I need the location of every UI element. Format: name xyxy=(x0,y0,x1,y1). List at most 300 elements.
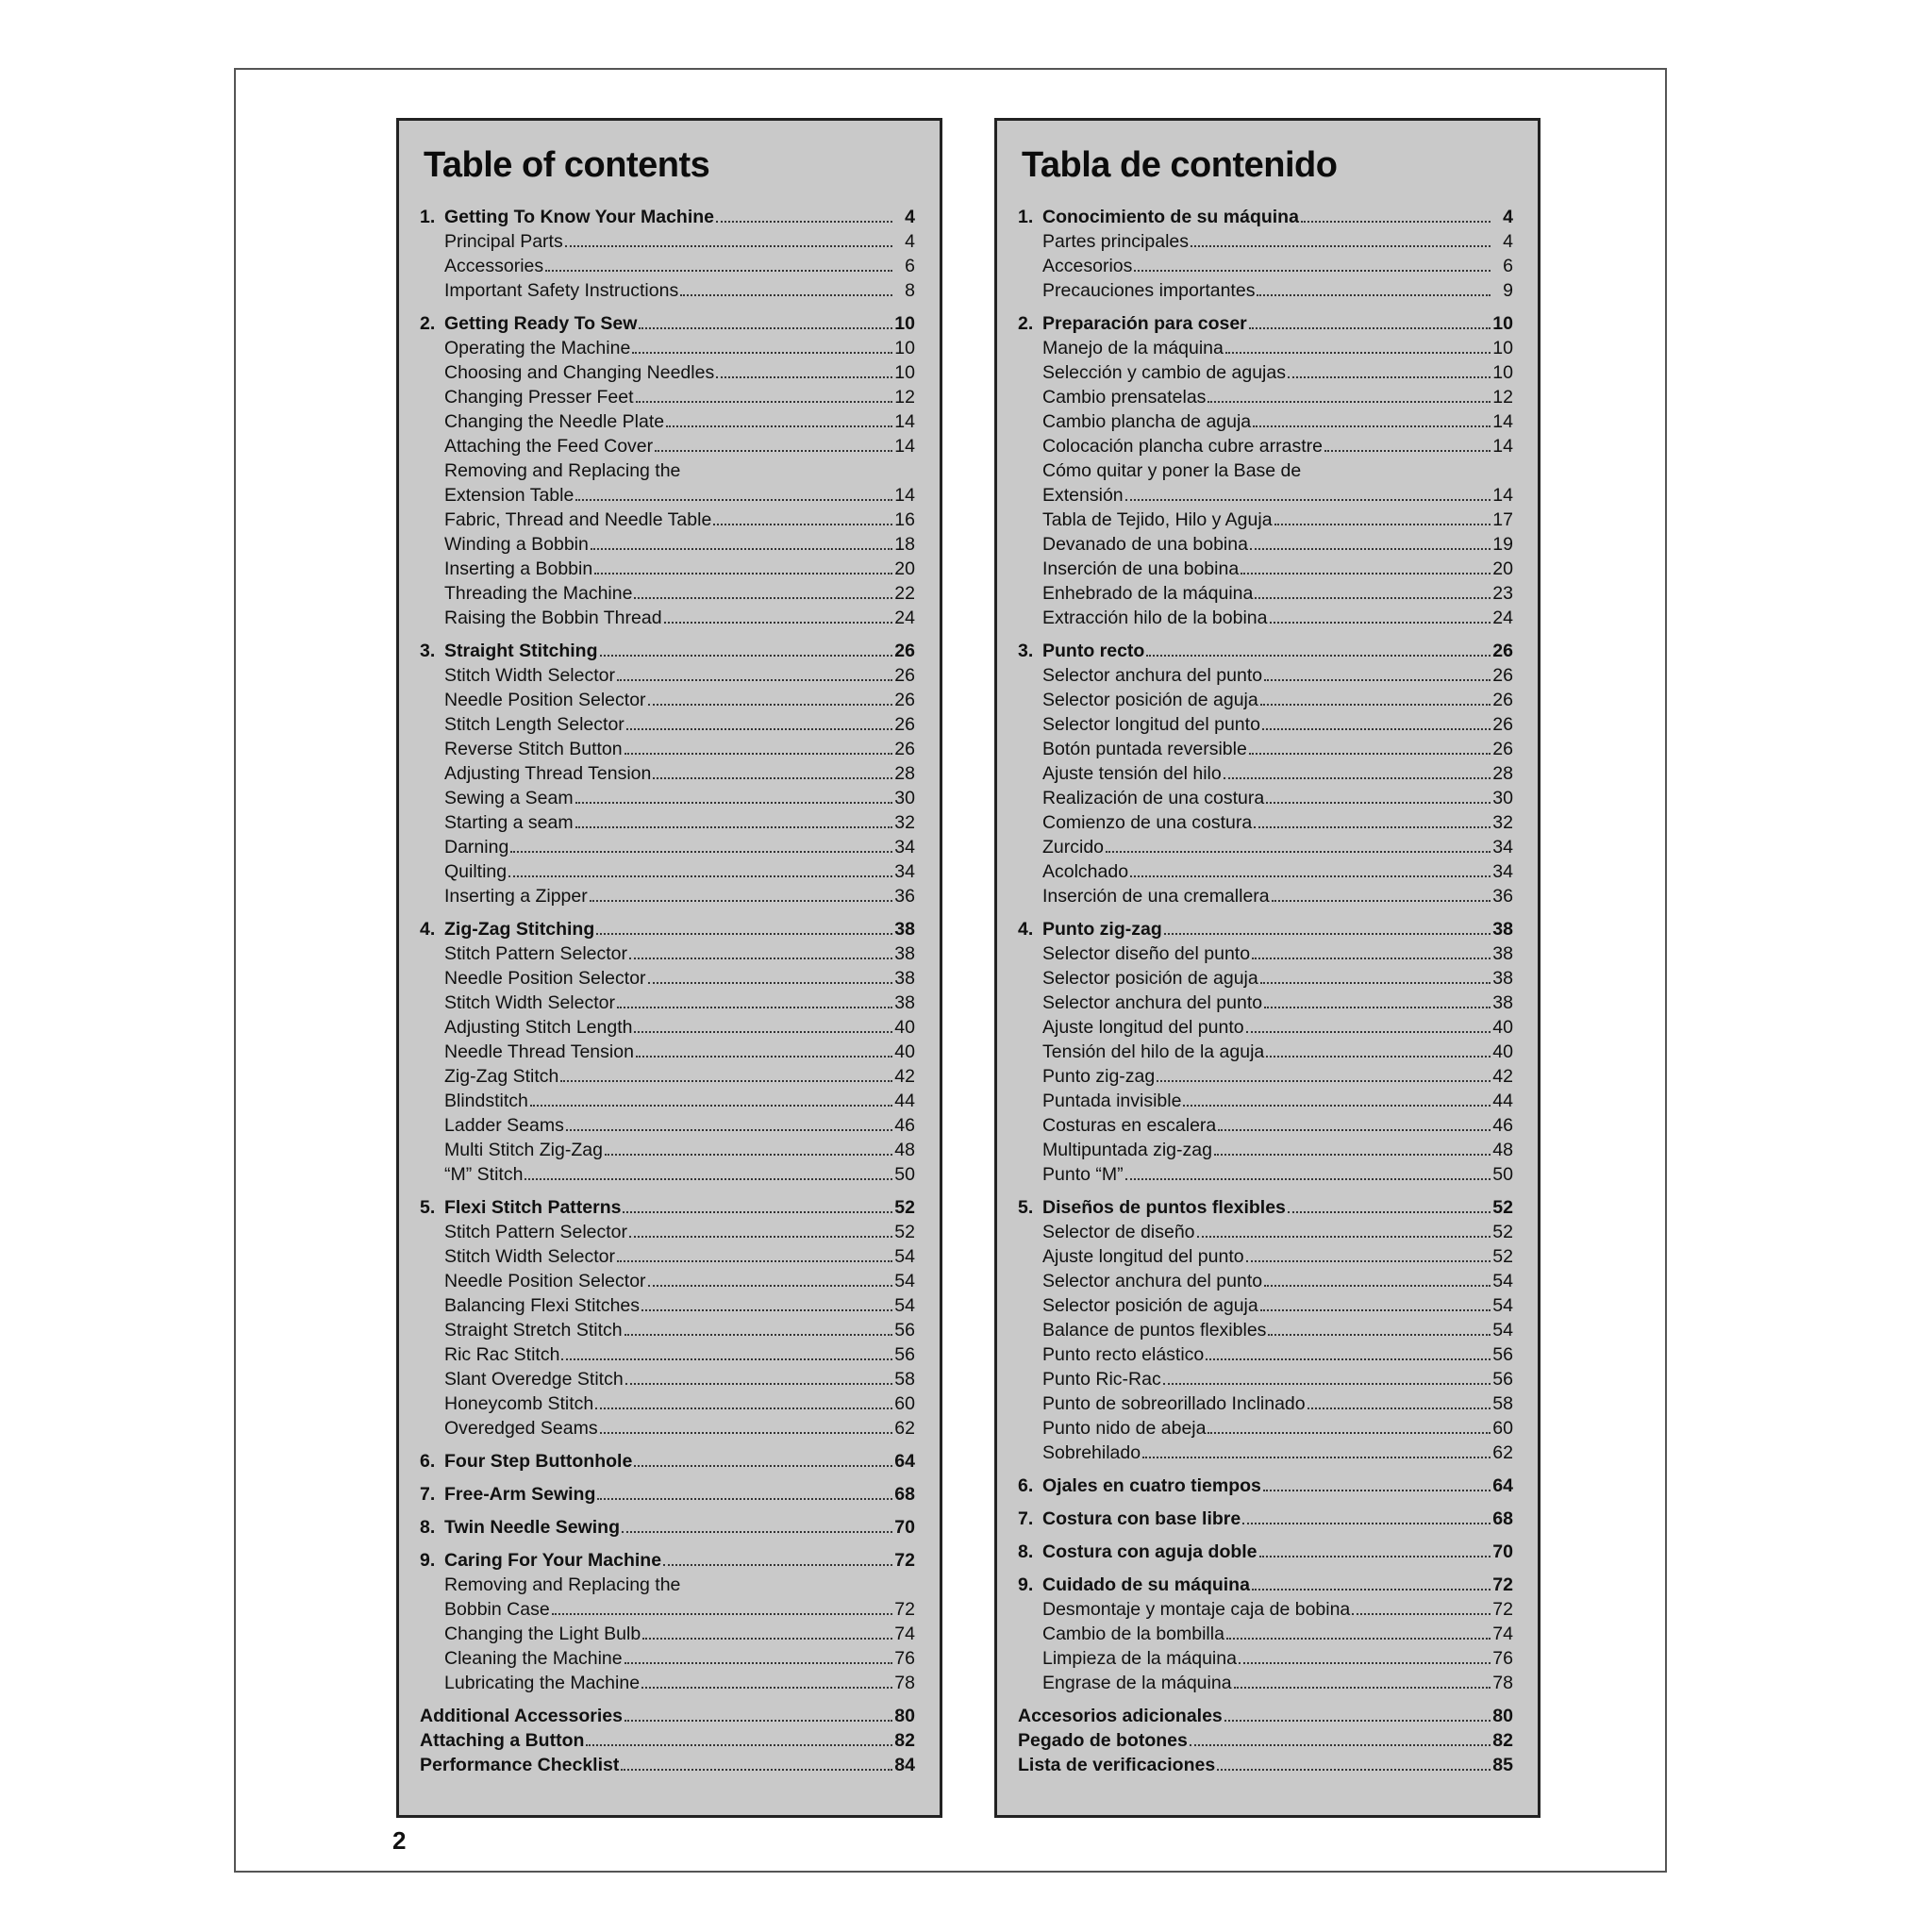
entry-title: Ajuste longitud del punto xyxy=(1042,1017,1244,1038)
page-ref: 6 xyxy=(1503,256,1513,276)
dot-leader xyxy=(586,1744,892,1746)
page-ref: 38 xyxy=(894,968,915,989)
dot-leader xyxy=(1259,1556,1491,1557)
page-ref: 23 xyxy=(1492,583,1513,604)
toc-entry[interactable] xyxy=(1018,1244,1513,1269)
section-title: Free-Arm Sewing xyxy=(444,1484,596,1505)
toc-entry[interactable] xyxy=(420,1113,915,1138)
toc-section-heading[interactable] xyxy=(1018,1474,1513,1498)
toc-section xyxy=(1018,1474,1513,1498)
dot-leader xyxy=(1142,1457,1491,1458)
toc-entry[interactable] xyxy=(420,1671,915,1695)
toc-entry[interactable] xyxy=(1018,557,1513,581)
toc-section xyxy=(420,1482,915,1507)
page-ref: 38 xyxy=(1492,943,1513,964)
page-ref: 64 xyxy=(894,1451,915,1472)
toc-entry[interactable] xyxy=(420,581,915,606)
page-ref: 10 xyxy=(894,313,915,334)
dot-leader xyxy=(625,1662,892,1664)
toc-entry[interactable] xyxy=(1018,786,1513,810)
toc-entry[interactable] xyxy=(420,1138,915,1162)
entry-title: Stitch Width Selector xyxy=(444,992,615,1013)
dot-leader xyxy=(594,573,892,575)
page-ref: 72 xyxy=(894,1599,915,1620)
toc-entry[interactable] xyxy=(1018,1138,1513,1162)
toc-entry[interactable] xyxy=(1018,278,1513,303)
dot-leader xyxy=(1250,548,1491,550)
section-number: 8. xyxy=(420,1517,436,1538)
toc-entry[interactable] xyxy=(420,761,915,786)
dot-leader xyxy=(566,1129,892,1131)
entry-title: Stitch Width Selector xyxy=(444,665,615,686)
entry-title: Important Safety Instructions xyxy=(444,280,679,301)
entry-title: Sewing a Seam xyxy=(444,788,574,808)
toc-entry[interactable] xyxy=(1018,1367,1513,1391)
toc-entry[interactable] xyxy=(420,737,915,761)
entry-title: Extension Table xyxy=(444,485,575,506)
page-ref: 34 xyxy=(1492,861,1513,882)
toc-section-heading[interactable] xyxy=(420,1548,915,1573)
toc-entry[interactable] xyxy=(420,409,915,434)
dot-leader xyxy=(1263,1490,1491,1491)
page-ref: 50 xyxy=(1492,1164,1513,1185)
page-ref: 40 xyxy=(1492,1017,1513,1038)
toc-section xyxy=(420,1449,915,1474)
toc-entry[interactable] xyxy=(1018,1671,1513,1695)
page-ref: 72 xyxy=(894,1550,915,1571)
toc-section-heading[interactable] xyxy=(1018,1540,1513,1564)
dot-leader xyxy=(525,1178,892,1180)
toc-entry[interactable] xyxy=(1018,1318,1513,1342)
toc-section xyxy=(1018,1195,1513,1465)
toc-entry[interactable] xyxy=(1018,810,1513,835)
toc-entry[interactable] xyxy=(420,941,915,966)
dot-leader xyxy=(1264,1285,1491,1287)
toc-entry[interactable] xyxy=(1018,688,1513,712)
page-ref: 18 xyxy=(894,534,915,555)
page-ref: 26 xyxy=(894,739,915,759)
page-ref: 26 xyxy=(1492,665,1513,686)
toc-entry[interactable] xyxy=(420,1269,915,1293)
page-ref: 4 xyxy=(1503,231,1513,252)
section-number: 2. xyxy=(1018,313,1034,334)
dot-leader xyxy=(1253,425,1491,427)
toc-entry[interactable] xyxy=(1018,1113,1513,1138)
toc-entry[interactable] xyxy=(420,966,915,991)
toc-entry[interactable] xyxy=(420,254,915,278)
toc-section xyxy=(420,639,915,908)
toc-entry[interactable] xyxy=(420,1391,915,1416)
page-ref: 9 xyxy=(1503,280,1513,301)
toc-entry[interactable] xyxy=(1018,1416,1513,1441)
entry-title: Changing the Light Bulb xyxy=(444,1624,641,1644)
entry-title: Adjusting Stitch Length xyxy=(444,1017,633,1038)
toc-entry[interactable] xyxy=(1018,966,1513,991)
dot-leader xyxy=(510,851,892,853)
toc-entry[interactable] xyxy=(1018,1269,1513,1293)
page-ref: 82 xyxy=(894,1730,915,1751)
toc-entry[interactable] xyxy=(1018,606,1513,630)
toc-entry[interactable] xyxy=(420,1089,915,1113)
toc-entry[interactable] xyxy=(1018,1220,1513,1244)
toc-entry[interactable] xyxy=(420,835,915,859)
toc-entry[interactable] xyxy=(420,688,915,712)
toc-entry[interactable] xyxy=(420,991,915,1015)
toc-entry[interactable] xyxy=(1018,1293,1513,1318)
entry-title: Punto nido de abeja xyxy=(1042,1418,1207,1439)
entry-title: Accesorios adicionales xyxy=(1018,1706,1223,1726)
toc-section-heading[interactable] xyxy=(420,205,915,229)
dot-leader xyxy=(1266,802,1491,804)
section-title: Four Step Buttonhole xyxy=(444,1451,633,1472)
entry-title: Desmontaje y montaje caja de bobina xyxy=(1042,1599,1351,1620)
toc-entry[interactable] xyxy=(420,1416,915,1441)
toc-entry[interactable] xyxy=(420,1646,915,1671)
toc-panel-english xyxy=(396,118,942,1818)
toc-entry[interactable] xyxy=(1018,1646,1513,1671)
page-ref: 36 xyxy=(894,886,915,907)
section-number: 1. xyxy=(420,207,436,227)
page-ref: 42 xyxy=(1492,1066,1513,1087)
toc-entry[interactable] xyxy=(1018,385,1513,409)
toc-extra-entry[interactable] xyxy=(1018,1704,1513,1728)
section-number: 9. xyxy=(420,1550,436,1571)
section-title: Zig-Zag Stitching xyxy=(444,919,595,940)
toc-section xyxy=(420,1548,915,1695)
entry-title: Ajuste tensión del hilo xyxy=(1042,763,1222,784)
entry-title: Selector de diseño xyxy=(1042,1222,1195,1242)
toc-entry[interactable] xyxy=(1018,1597,1513,1622)
section-number: 9. xyxy=(1018,1574,1034,1595)
toc-entry[interactable] xyxy=(1018,884,1513,908)
toc-entry[interactable] xyxy=(420,810,915,835)
page-ref: 80 xyxy=(894,1706,915,1726)
toc-entry[interactable] xyxy=(1018,1089,1513,1113)
entry-title: Engrase de la máquina xyxy=(1042,1673,1232,1693)
entry-title: Sobrehilado xyxy=(1042,1442,1141,1463)
dot-leader xyxy=(1301,221,1491,223)
dot-leader xyxy=(1183,1105,1491,1107)
toc-entry[interactable] xyxy=(420,336,915,360)
toc-section-heading[interactable] xyxy=(1018,639,1513,663)
entry-title: Lista de verificaciones xyxy=(1018,1755,1216,1775)
dot-leader xyxy=(617,679,892,681)
dot-leader xyxy=(636,1056,892,1058)
toc-entry[interactable] xyxy=(420,360,915,385)
toc-entry[interactable] xyxy=(1018,835,1513,859)
page-ref: 44 xyxy=(894,1091,915,1111)
toc-entry[interactable] xyxy=(420,1162,915,1187)
page-ref: 14 xyxy=(1492,485,1513,506)
dot-leader xyxy=(560,1080,892,1082)
toc-entry[interactable] xyxy=(420,1318,915,1342)
entry-title: Stitch Pattern Selector xyxy=(444,1222,628,1242)
entry-title: Selector posición de aguja xyxy=(1042,968,1258,989)
toc-entry[interactable] xyxy=(420,1220,915,1244)
page-ref: 54 xyxy=(1492,1271,1513,1291)
dot-leader xyxy=(1164,933,1491,935)
entry-title: Removing and Replacing the xyxy=(444,460,681,481)
section-title: Cuidado de su máquina xyxy=(1042,1574,1250,1595)
toc-entry[interactable] xyxy=(420,508,915,532)
dot-leader xyxy=(664,622,892,624)
toc-entry[interactable] xyxy=(420,1342,915,1367)
entry-title: Overedged Seams xyxy=(444,1418,598,1439)
toc-section-heading[interactable] xyxy=(420,1195,915,1220)
toc-entry[interactable] xyxy=(420,458,915,483)
entry-title: Needle Thread Tension xyxy=(444,1041,634,1062)
entry-title: Balance de puntos flexibles xyxy=(1042,1320,1267,1341)
page-ref: 20 xyxy=(894,558,915,579)
dot-leader xyxy=(1260,704,1491,706)
toc-title-spanish: Tabla de contenido xyxy=(1022,145,1338,185)
page-ref: 16 xyxy=(894,509,915,530)
entry-title: Selector anchura del punto xyxy=(1042,992,1263,1013)
toc-extra-entry[interactable] xyxy=(420,1728,915,1753)
toc-entry[interactable] xyxy=(1018,712,1513,737)
toc-entry[interactable] xyxy=(420,1573,915,1597)
toc-entry[interactable] xyxy=(1018,254,1513,278)
toc-entry[interactable] xyxy=(420,385,915,409)
toc-entry[interactable] xyxy=(420,1597,915,1622)
dot-leader xyxy=(1225,352,1491,354)
page-ref: 82 xyxy=(1492,1730,1513,1751)
dot-leader xyxy=(666,425,892,427)
toc-entry[interactable] xyxy=(420,1064,915,1089)
page-ref: 44 xyxy=(1492,1091,1513,1111)
entry-title: Slant Overedge Stitch xyxy=(444,1369,624,1390)
entry-title: Cómo quitar y poner la Base de xyxy=(1042,460,1302,481)
entry-title: Costuras en escalera xyxy=(1042,1115,1217,1136)
page-ref: 6 xyxy=(905,256,915,276)
page-ref: 22 xyxy=(894,583,915,604)
section-number: 5. xyxy=(420,1197,436,1218)
entry-title: Changing Presser Feet xyxy=(444,387,634,408)
toc-section xyxy=(1018,1507,1513,1531)
toc-entry[interactable] xyxy=(1018,1162,1513,1187)
entry-title: Raising the Bobbin Thread xyxy=(444,608,662,628)
toc-entry[interactable] xyxy=(420,606,915,630)
page-ref: 8 xyxy=(905,280,915,301)
toc-entry[interactable] xyxy=(1018,1391,1513,1416)
toc-entry[interactable] xyxy=(1018,434,1513,458)
toc-section-heading[interactable] xyxy=(1018,917,1513,941)
toc-entry[interactable] xyxy=(1018,1064,1513,1089)
dot-leader xyxy=(508,875,892,877)
entry-title: Selector anchura del punto xyxy=(1042,1271,1263,1291)
toc-extra-entry[interactable] xyxy=(1018,1728,1513,1753)
entry-title: Acolchado xyxy=(1042,861,1129,882)
section-number: 1. xyxy=(1018,207,1034,227)
toc-entry[interactable] xyxy=(1018,532,1513,557)
toc-entry[interactable] xyxy=(420,483,915,508)
dot-leader xyxy=(1288,1211,1491,1213)
dot-leader xyxy=(590,900,892,902)
toc-entry[interactable] xyxy=(420,229,915,254)
dot-leader xyxy=(1260,1309,1491,1311)
page-ref: 40 xyxy=(894,1017,915,1038)
entry-title: Stitch Pattern Selector xyxy=(444,943,628,964)
entry-title: Punto de sobreorillado Inclinado xyxy=(1042,1393,1306,1414)
toc-extra-entry[interactable] xyxy=(1018,1753,1513,1777)
page-ref: 52 xyxy=(894,1222,915,1242)
toc-entry[interactable] xyxy=(1018,859,1513,884)
page-ref: 20 xyxy=(1492,558,1513,579)
toc-entry[interactable] xyxy=(1018,458,1513,483)
toc-section-heading[interactable] xyxy=(420,639,915,663)
page-ref: 80 xyxy=(1492,1706,1513,1726)
toc-entry[interactable] xyxy=(1018,508,1513,532)
page-ref: 38 xyxy=(894,919,915,940)
toc-entry[interactable] xyxy=(1018,483,1513,508)
page-ref: 68 xyxy=(1492,1508,1513,1529)
toc-section-heading[interactable] xyxy=(420,1482,915,1507)
entry-title: Inserción de una bobina xyxy=(1042,558,1240,579)
entry-title: Adjusting Thread Tension xyxy=(444,763,652,784)
toc-section xyxy=(1018,1540,1513,1564)
toc-entry[interactable] xyxy=(1018,336,1513,360)
dot-leader xyxy=(1242,1523,1491,1524)
toc-section-heading[interactable] xyxy=(420,1515,915,1540)
entry-title: Colocación plancha cubre arrastre xyxy=(1042,436,1323,457)
entry-title: Changing the Needle Plate xyxy=(444,411,665,432)
toc-entry[interactable] xyxy=(1018,360,1513,385)
toc-section-heading[interactable] xyxy=(1018,1195,1513,1220)
toc-entry[interactable] xyxy=(420,884,915,908)
page-ref: 85 xyxy=(1492,1755,1513,1775)
section-title: Caring For Your Machine xyxy=(444,1550,662,1571)
toc-entry[interactable] xyxy=(420,1293,915,1318)
toc-entry[interactable] xyxy=(1018,1342,1513,1367)
section-title: Diseños de puntos flexibles xyxy=(1042,1197,1286,1218)
toc-section-heading[interactable] xyxy=(420,1449,915,1474)
dot-leader xyxy=(636,401,892,403)
dot-leader xyxy=(1106,851,1491,853)
page-ref: 54 xyxy=(1492,1295,1513,1316)
page-ref: 68 xyxy=(894,1484,915,1505)
dot-leader xyxy=(716,376,892,378)
toc-entry[interactable] xyxy=(420,557,915,581)
entry-title: Inserting a Bobbin xyxy=(444,558,593,579)
toc-entry[interactable] xyxy=(1018,581,1513,606)
toc-entry[interactable] xyxy=(420,786,915,810)
toc-entry[interactable] xyxy=(1018,941,1513,966)
toc-entry[interactable] xyxy=(1018,663,1513,688)
dot-leader xyxy=(1257,294,1491,296)
toc-entry[interactable] xyxy=(1018,1622,1513,1646)
dot-leader xyxy=(575,499,892,501)
entry-title: Cambio plancha de aguja xyxy=(1042,411,1252,432)
toc-entry[interactable] xyxy=(1018,409,1513,434)
section-title: Costura con aguja doble xyxy=(1042,1541,1257,1562)
toc-entry[interactable] xyxy=(420,1367,915,1391)
dot-leader xyxy=(617,1007,892,1008)
toc-section xyxy=(420,205,915,303)
page-ref: 38 xyxy=(894,943,915,964)
toc-section xyxy=(420,917,915,1187)
toc-entry[interactable] xyxy=(1018,737,1513,761)
entry-title: Selector longitud del punto xyxy=(1042,714,1260,735)
toc-entry[interactable] xyxy=(420,434,915,458)
dot-leader xyxy=(1146,655,1491,657)
dot-leader xyxy=(545,270,892,272)
section-title: Flexi Stitch Patterns xyxy=(444,1197,622,1218)
toc-entry[interactable] xyxy=(1018,991,1513,1015)
page-ref: 32 xyxy=(894,812,915,833)
page-ref: 52 xyxy=(1492,1222,1513,1242)
toc-entry[interactable] xyxy=(420,278,915,303)
dot-leader xyxy=(634,1031,892,1033)
dot-leader xyxy=(1241,573,1491,575)
page-ref: 40 xyxy=(1492,1041,1513,1062)
entry-title: Devanado de una bobina xyxy=(1042,534,1248,555)
entry-title: Inserting a Zipper xyxy=(444,886,588,907)
toc-entry[interactable] xyxy=(420,1015,915,1040)
toc-section-heading[interactable] xyxy=(1018,311,1513,336)
page-ref: 54 xyxy=(894,1271,915,1291)
toc-entry[interactable] xyxy=(420,1622,915,1646)
entry-title: Attaching the Feed Cover xyxy=(444,436,654,457)
toc-entry[interactable] xyxy=(1018,1040,1513,1064)
entry-title: “M” Stitch xyxy=(444,1164,524,1185)
toc-section-heading[interactable] xyxy=(420,917,915,941)
toc-entry[interactable] xyxy=(420,859,915,884)
toc-entry[interactable] xyxy=(420,712,915,737)
entry-title: Selector anchura del punto xyxy=(1042,665,1263,686)
page-ref: 26 xyxy=(894,641,915,661)
page-ref: 54 xyxy=(1492,1320,1513,1341)
page-ref: 56 xyxy=(1492,1369,1513,1390)
toc-entry[interactable] xyxy=(1018,1441,1513,1465)
toc-extra-entry[interactable] xyxy=(420,1753,915,1777)
toc-entry[interactable] xyxy=(420,1244,915,1269)
dot-leader xyxy=(561,1358,892,1360)
toc-section-heading[interactable] xyxy=(1018,1573,1513,1597)
dot-leader xyxy=(1307,1407,1491,1409)
page-ref: 58 xyxy=(1492,1393,1513,1414)
dot-leader xyxy=(600,1432,892,1434)
entry-title: Precauciones importantes xyxy=(1042,280,1256,301)
toc-entry[interactable] xyxy=(1018,1015,1513,1040)
dot-leader xyxy=(1208,1432,1491,1434)
page-ref: 14 xyxy=(1492,436,1513,457)
toc-section-heading[interactable] xyxy=(1018,1507,1513,1531)
toc-entry[interactable] xyxy=(1018,761,1513,786)
toc-list-spanish xyxy=(1018,205,1513,1777)
toc-entry[interactable] xyxy=(420,532,915,557)
toc-entry[interactable] xyxy=(1018,229,1513,254)
page-ref: 10 xyxy=(1492,313,1513,334)
toc-entry[interactable] xyxy=(420,663,915,688)
dot-leader xyxy=(634,1465,892,1467)
entry-title: Fabric, Thread and Needle Table xyxy=(444,509,712,530)
dot-leader xyxy=(1264,679,1491,681)
dot-leader xyxy=(632,352,892,354)
dot-leader xyxy=(530,1105,892,1107)
section-title: Punto zig-zag xyxy=(1042,919,1162,940)
dot-leader xyxy=(1252,1589,1491,1591)
toc-extra-entry[interactable] xyxy=(420,1704,915,1728)
toc-entry[interactable] xyxy=(420,1040,915,1064)
toc-section-heading[interactable] xyxy=(420,311,915,336)
entry-title: Manejo de la máquina xyxy=(1042,338,1224,358)
dot-leader xyxy=(680,294,892,296)
dot-leader xyxy=(1270,622,1491,624)
entry-title: Selector posición de aguja xyxy=(1042,1295,1258,1316)
page-ref: 52 xyxy=(1492,1197,1513,1218)
entry-title: Straight Stretch Stitch xyxy=(444,1320,623,1341)
toc-section-heading[interactable] xyxy=(1018,205,1513,229)
